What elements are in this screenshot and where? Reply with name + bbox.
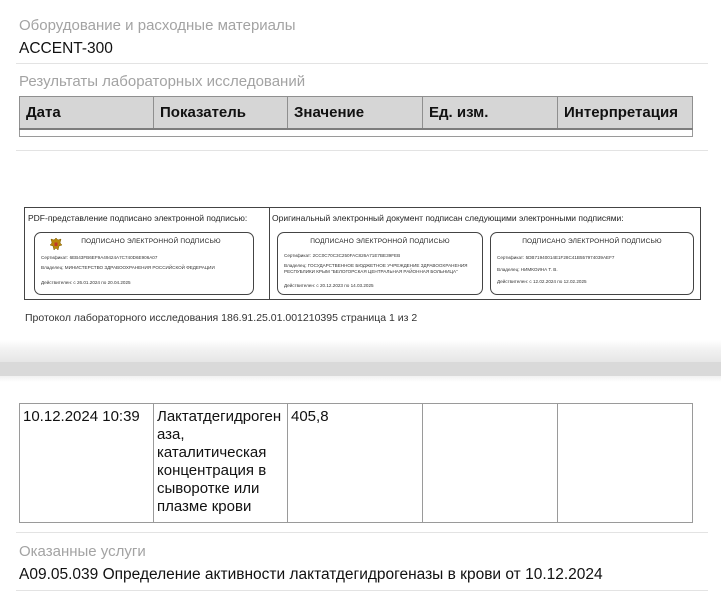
stamp-owner: Владелец: ГОСУДАРСТВЕННОЕ БЮДЖЕТНОЕ УЧРЕЖДЕНИЕ ЗДРАВООХРАНЕНИЯ РЕСПУБЛИКИ КРЫМ "БЕЛОГОРСКАЯ ЦЕНТРАЛЬНАЯ РАЙОННАЯ БОЛЬНИЦА" [284,263,468,274]
services-value: A09.05.039 Определение активности лактатдегидрогеназы в крови от 10.12.2024 [19,566,603,583]
signature-stamp [34,232,254,295]
divider [16,532,708,533]
signature-stamp [490,232,694,295]
cell-value: 405,8 [288,404,423,523]
pdf-signature-header: PDF-представление подписано электронной подписью: [28,213,248,223]
divider [16,63,708,64]
divider [16,590,708,591]
cell-date: 10.12.2024 10:39 [20,404,154,523]
table-row [20,404,693,523]
stamp-owner: Владелец: НИМКОИНА Т. В. [497,267,558,272]
cell-unit [423,404,558,523]
stamp-validity: Действителен: с 12.02.2024 по 12.02.2025 [497,279,587,284]
column-header-value: Значение [288,97,423,130]
column-header-date: Дата [20,97,154,130]
lab-results-label: Результаты лабораторных исследований [19,73,306,90]
table-empty-row [20,129,693,137]
electronic-signature-block [24,207,701,300]
equipment-label: Оборудование и расходные материалы [19,17,296,34]
page-separator [0,362,721,376]
column-header-unit: Ед. изм. [423,97,558,130]
stamp-validity: Действителен: с 26.01.2024 по 20.04.2025 [41,280,131,285]
signature-stamp [277,232,483,295]
equipment-value: ACCENT-300 [19,40,113,57]
stamp-title: ПОДПИСАНО ЭЛЕКТРОННОЙ ПОДПИСЬЮ [522,238,662,245]
stamp-certificate: Сертификат: 6EB43FB6EF9A49424A7C740D6E906A07 [41,255,158,260]
stamp-title: ПОДПИСАНО ЭЛЕКТРОННОЙ ПОДПИСЬЮ [310,238,450,245]
divider [16,150,708,151]
column-header-interpretation: Интерпретация [558,97,693,130]
stamp-validity: Действителен: с 20.12.2023 по 14.03.2025 [284,283,374,288]
lab-results-table-header [19,96,693,137]
lab-results-table [19,403,693,523]
cell-interpretation [558,404,693,523]
signature-divider [269,208,270,299]
original-signature-header: Оригинальный электронный документ подписан следующими электронными подписями: [272,213,624,223]
cell-indicator: Лактатдегидроген аза, каталитическая концентрация в сыворотке или плазме крови [154,404,288,523]
stamp-certificate: Сертификат: 5DB71940014E1F28C41B557974039AEF7 [497,255,615,260]
column-header-indicator: Показатель [154,97,288,130]
protocol-page-footnote: Протокол лабораторного исследования 186.91.25.01.001210395 страница 1 из 2 [25,312,418,324]
services-label: Оказанные услуги [19,543,146,560]
stamp-certificate: Сертификат: 2CC0C70C3C250FAC826A71E7BE39FEB [284,253,401,258]
stamp-owner: Владелец: МИНИСТЕРСТВО ЗДРАВООХРАНЕНИЯ РОССИЙСКОЙ ФЕДЕРАЦИИ [41,265,215,270]
stamp-title: ПОДПИСАНО ЭЛЕКТРОННОЙ ПОДПИСЬЮ [81,238,221,245]
